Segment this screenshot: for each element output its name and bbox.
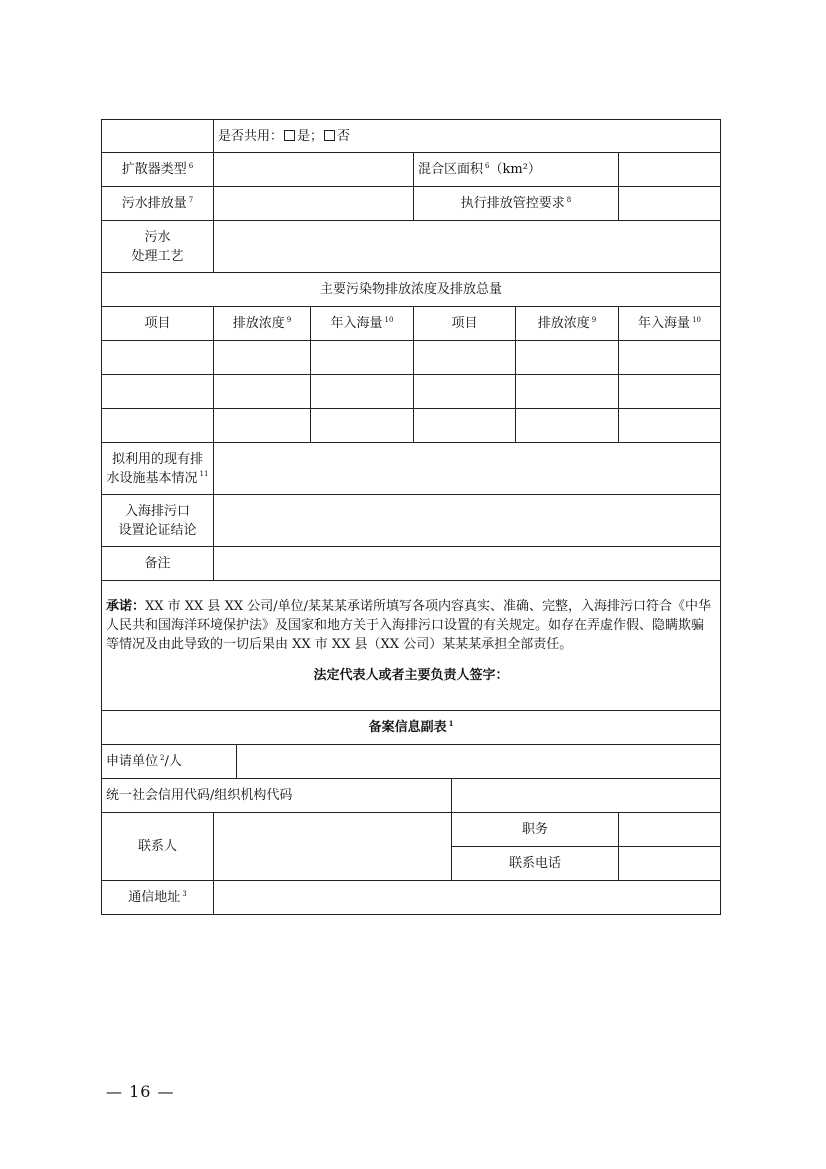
pollutant-cell[interactable] — [619, 409, 721, 443]
pollutant-cell[interactable] — [619, 375, 721, 409]
mixing-zone-field[interactable] — [619, 153, 721, 187]
pollutant-cell[interactable] — [414, 375, 516, 409]
pollutant-header-item-1: 项目 — [102, 307, 214, 341]
signature-label: 法定代表人或者主要负责人签字： — [313, 667, 509, 683]
address-row — [102, 881, 721, 915]
process-row — [102, 221, 721, 273]
applicant-row — [102, 745, 721, 779]
existing-facilities-row — [102, 443, 721, 495]
discharge-volume-label: 污水排放量 $^7$ — [102, 187, 214, 221]
demonstration-field[interactable] — [214, 495, 721, 547]
pollutant-cell[interactable] — [516, 375, 619, 409]
pollutant-header-annual-1: 年入海量 $^{10}$ — [311, 307, 414, 341]
pollutant-header-item-2: 项目 — [414, 307, 516, 341]
pollutant-cell[interactable] — [619, 341, 721, 375]
contact-row — [102, 813, 721, 847]
control-requirement-field[interactable] — [619, 187, 721, 221]
filing-copy-title: 备案信息副表 $^1$ — [102, 711, 721, 745]
existing-facilities-field[interactable] — [214, 443, 721, 495]
shared-row — [102, 120, 721, 153]
promise-text: XX 市 XX 县 XX 公司/单位/某某某承诺所填写各项内容真实、准确、完整，入海排污口符合《中华人民共和国海洋环境保护法》及国家和地方关于入海排污口设置的有关规定。如存在弄虚作假、隐瞒欺骗等情况及由此导致的一切后果由 XX 市 XX 县（XX 公司）某某某承担全部责任。 — [106, 598, 711, 652]
shared-yes-checkbox[interactable] — [284, 130, 295, 141]
pollutant-data-row — [102, 375, 721, 409]
applicant-label: 申请单位 $^2$/人 — [102, 745, 237, 779]
pollutant-cell[interactable] — [516, 341, 619, 375]
credit-code-label: 统一社会信用代码/组织机构代码 — [102, 779, 452, 813]
filing-copy-row — [102, 711, 721, 745]
pollutant-cell[interactable] — [414, 409, 516, 443]
process-field[interactable] — [214, 221, 721, 273]
demonstration-row — [102, 495, 721, 547]
credit-code-row — [102, 779, 721, 813]
page-number: — 16 — — [106, 1082, 175, 1101]
pollutant-cell[interactable] — [214, 375, 311, 409]
pollutant-cell[interactable] — [102, 341, 214, 375]
applicant-field[interactable] — [237, 745, 721, 779]
shared-no-checkbox[interactable] — [324, 130, 335, 141]
pollutant-cell[interactable] — [214, 341, 311, 375]
discharge-row — [102, 187, 721, 221]
position-field[interactable] — [619, 813, 721, 847]
pollutant-section-row — [102, 273, 721, 307]
diffuser-type-label: 扩散器类型 $^6$ — [102, 153, 214, 187]
shared-no-label: 否 — [337, 128, 351, 144]
promise-cell — [102, 581, 721, 711]
pollutant-cell[interactable] — [102, 409, 214, 443]
pollutant-cell[interactable] — [102, 375, 214, 409]
credit-code-field[interactable] — [452, 779, 721, 813]
contact-label: 联系人 — [102, 813, 214, 881]
process-label: 污水 处理工艺 — [102, 221, 214, 273]
demonstration-label: 入海排污口 设置论证结论 — [102, 495, 214, 547]
diffuser-type-field[interactable] — [214, 153, 414, 187]
promise-label: 承诺： — [106, 598, 146, 614]
control-requirement-label: 执行排放管控要求 $^8$ — [414, 187, 619, 221]
existing-facilities-label: 拟利用的现有排 水设施基本情况 $^{11}$ — [102, 443, 214, 495]
phone-label: 联系电话 — [452, 847, 619, 881]
shared-label: 是否共用： — [218, 128, 284, 144]
pollutant-section-title: 主要污染物排放浓度及排放总量 — [102, 273, 721, 307]
pollutant-header-concentration-2: 排放浓度 $^9$ — [516, 307, 619, 341]
address-label: 通信地址 $^3$ — [102, 881, 214, 915]
position-label: 职务 — [452, 813, 619, 847]
pollutant-cell[interactable] — [311, 409, 414, 443]
diffuser-row — [102, 153, 721, 187]
remarks-field[interactable] — [214, 547, 721, 581]
phone-field[interactable] — [619, 847, 721, 881]
pollutant-cell[interactable] — [516, 409, 619, 443]
shared-yes-label: 是； — [297, 128, 324, 144]
pollutant-cell[interactable] — [311, 341, 414, 375]
address-field[interactable] — [214, 881, 721, 915]
pollutant-cell[interactable] — [414, 341, 516, 375]
pollutant-cell[interactable] — [311, 375, 414, 409]
pollutant-header-annual-2: 年入海量 $^{10}$ — [619, 307, 721, 341]
pollutant-header-row — [102, 307, 721, 341]
contact-field[interactable] — [214, 813, 452, 881]
pollutant-cell[interactable] — [214, 409, 311, 443]
pollutant-data-row — [102, 341, 721, 375]
discharge-volume-field[interactable] — [214, 187, 414, 221]
pollutant-header-concentration-1: 排放浓度 $^9$ — [214, 307, 311, 341]
shared-choice-cell — [214, 120, 721, 153]
shared-row-label-cell — [102, 120, 214, 153]
mixing-zone-label: 混合区面积 $^6$（km²） — [414, 153, 619, 187]
remarks-row — [102, 547, 721, 581]
filing-form-table — [101, 119, 721, 915]
pollutant-data-row — [102, 409, 721, 443]
remarks-label: 备注 — [102, 547, 214, 581]
promise-row — [102, 581, 721, 711]
